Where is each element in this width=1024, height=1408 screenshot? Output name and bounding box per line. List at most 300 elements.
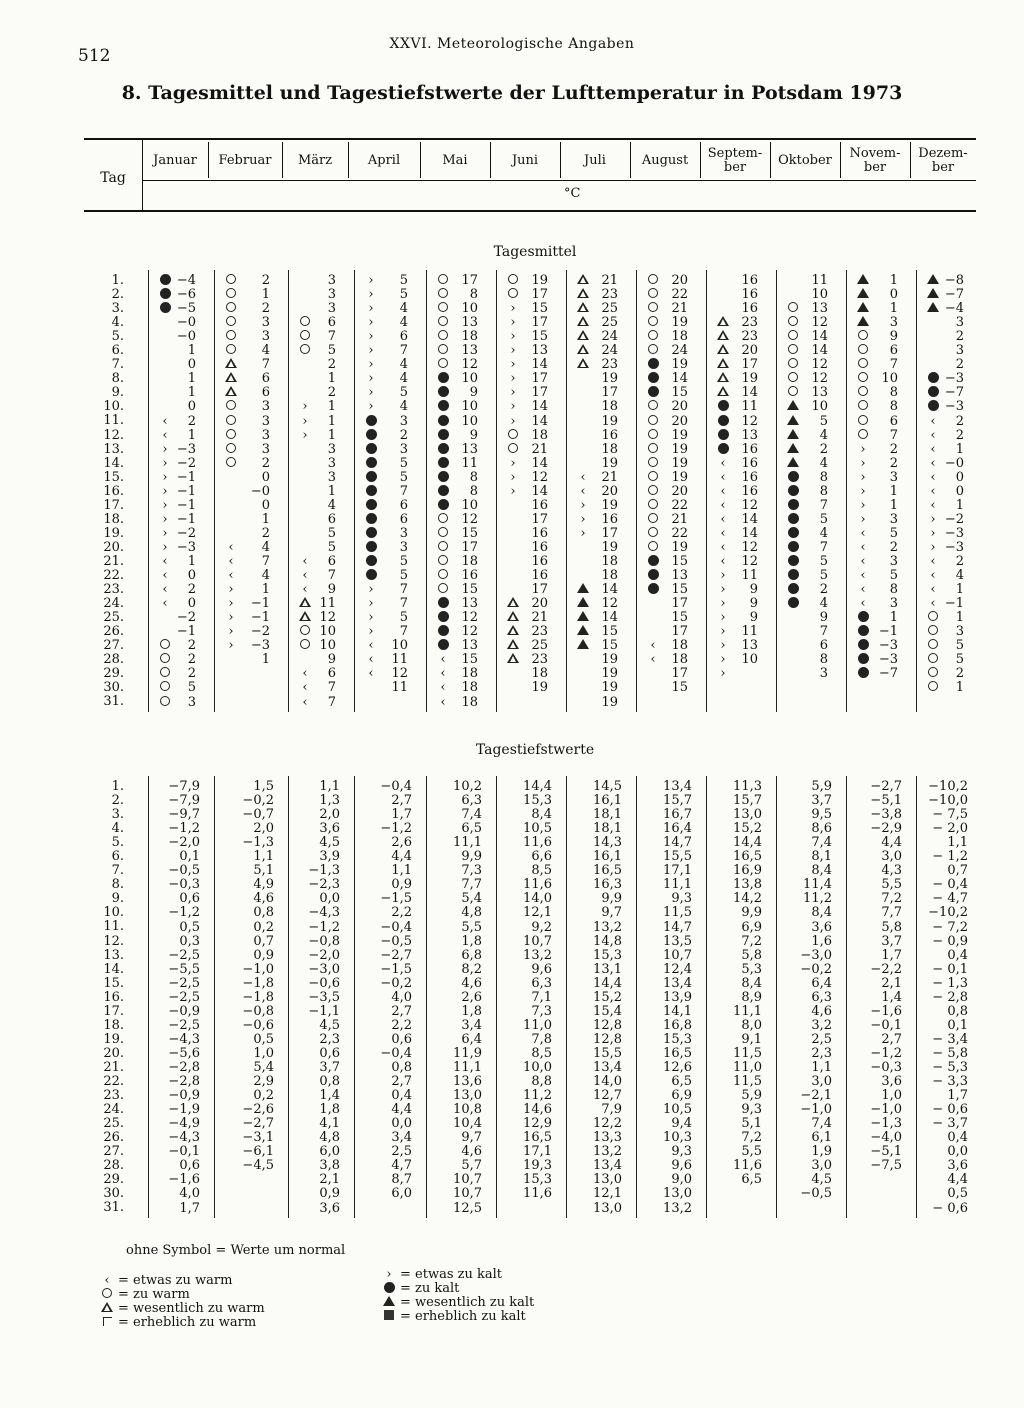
mean-value: 2 (819, 441, 828, 457)
etwas-zu-kalt-icon: › (228, 624, 234, 640)
min-value: 13,2 (593, 919, 622, 935)
mean-value: 20 (671, 399, 688, 415)
mean-value: 9 (889, 329, 898, 345)
min-value: 4,4 (881, 835, 902, 851)
min-value: 1,3 (319, 793, 340, 809)
etwas-zu-kalt-icon: › (510, 343, 516, 359)
mean-value: 19 (601, 539, 618, 555)
day-label: 5. (111, 835, 124, 851)
min-value: −1,0 (800, 1102, 832, 1118)
min-value: 12,8 (593, 1031, 622, 1047)
day-label: 23. (103, 582, 124, 598)
min-value: 16,7 (663, 807, 692, 823)
mean-value: 16 (531, 568, 548, 584)
mean-value: 4 (261, 568, 270, 584)
min-value: 3,2 (811, 1017, 832, 1033)
min-value: −2,7 (242, 1116, 274, 1132)
min-value: −1,9 (168, 1102, 200, 1118)
etwas-zu-warm-icon: ‹ (302, 694, 308, 710)
day-label: 6. (111, 849, 124, 865)
mean-value: 11 (319, 596, 336, 612)
min-value: 0,9 (319, 1186, 340, 1202)
mean-value: −3 (176, 539, 196, 555)
mean-value: 8 (469, 287, 478, 303)
min-value: 5,5 (741, 1144, 762, 1160)
min-value: −7,9 (168, 793, 200, 809)
etwas-zu-kalt-icon: › (368, 357, 374, 373)
mean-value: 23 (601, 287, 618, 303)
mean-value: 6 (889, 343, 898, 359)
etwas-zu-warm-icon: ‹ (720, 525, 726, 541)
mean-value: 15 (601, 624, 618, 640)
min-value: 9,3 (741, 1102, 762, 1118)
mean-value: 0 (261, 469, 270, 485)
mean-value: 9 (469, 385, 478, 401)
mean-value: 1 (261, 582, 270, 598)
min-value: −2,6 (242, 1102, 274, 1118)
mean-value: −3 (878, 638, 898, 654)
min-value: 4,4 (391, 1102, 412, 1118)
mean-value: 6 (327, 554, 336, 569)
mean-value: 3 (889, 469, 898, 485)
etwas-zu-kalt-icon: › (368, 371, 374, 387)
min-value: −4,9 (168, 1116, 200, 1132)
min-value: 3,0 (811, 1074, 832, 1090)
mean-value: 4 (819, 427, 828, 443)
min-value: 7,4 (811, 835, 832, 851)
mean-value: 15 (461, 652, 478, 668)
mean-value: 13 (671, 568, 688, 584)
etwas-zu-warm-icon: ‹ (228, 539, 234, 555)
mean-value: 2 (187, 652, 196, 668)
mean-value: 18 (531, 666, 548, 682)
min-value: 6,0 (319, 1144, 340, 1160)
mean-value: 6 (399, 497, 408, 513)
min-value: 3,6 (811, 919, 832, 935)
mean-value: 1 (327, 483, 336, 499)
day-label: 29. (103, 666, 124, 682)
min-value: 15,3 (523, 793, 552, 809)
etwas-zu-warm-icon: ‹ (720, 469, 726, 485)
mean-value: 8 (819, 469, 828, 485)
day-label: 17. (103, 1003, 124, 1019)
legend-warm-1: = zu warm (118, 1287, 190, 1302)
wesentlich-zu-kalt-icon (382, 1296, 396, 1310)
unit-label: °C (564, 186, 581, 201)
day-label: 26. (103, 624, 124, 640)
min-value: 4,7 (391, 1158, 412, 1174)
min-value: − 3,3 (932, 1074, 968, 1090)
mean-value: −5 (176, 301, 196, 317)
mean-value: 1 (261, 511, 270, 527)
month-header-2: März (297, 153, 333, 168)
min-value: 2,2 (391, 905, 412, 921)
mean-value: 3 (399, 413, 408, 429)
min-value: 7,7 (461, 877, 482, 893)
min-value: 9,6 (531, 961, 552, 977)
mean-value: 5 (399, 554, 408, 569)
month-header-6: Juli (584, 153, 606, 168)
etwas-zu-kalt-icon: › (162, 455, 168, 471)
min-value: −0,6 (242, 1017, 274, 1033)
mean-value: 24 (601, 329, 618, 345)
min-value: 5,7 (461, 1158, 482, 1174)
etwas-zu-kalt-icon: › (720, 652, 726, 668)
min-value: 11,3 (733, 779, 762, 794)
min-value: 7,8 (531, 1031, 552, 1047)
day-label: 7. (111, 863, 124, 879)
etwas-zu-kalt-icon: › (386, 1267, 392, 1282)
mean-value: 9 (819, 610, 828, 626)
day-label: 11. (103, 413, 124, 429)
day-label: 24. (103, 596, 124, 612)
min-value: 1,1 (811, 1060, 832, 1075)
min-value: 2,6 (461, 989, 482, 1005)
min-value: 14,7 (663, 919, 692, 935)
min-value: −1,2 (870, 1045, 902, 1061)
mean-value: 15 (671, 554, 688, 569)
min-value: −0,1 (168, 1144, 200, 1160)
day-label: 11. (103, 919, 124, 935)
mean-value: 23 (531, 652, 548, 668)
wesentlich-zu-warm-icon (100, 1302, 114, 1316)
mean-value: 2 (955, 413, 964, 429)
min-value: 4,6 (461, 975, 482, 991)
min-value: 16,5 (523, 1130, 552, 1146)
mean-value: 13 (811, 301, 828, 317)
mean-value: 1 (327, 399, 336, 415)
mean-value: 16 (741, 469, 758, 485)
etwas-zu-warm-icon: ‹ (930, 441, 936, 457)
mean-value: 17 (461, 539, 478, 555)
etwas-zu-warm-icon: ‹ (302, 666, 308, 682)
mean-value: 17 (531, 582, 548, 598)
min-value: 0,5 (179, 919, 200, 935)
mean-value: 1 (889, 497, 898, 513)
zu-warm-icon (100, 1288, 114, 1302)
day-label: 14. (103, 455, 124, 471)
mean-value: 7 (399, 483, 408, 499)
mean-value: 13 (461, 343, 478, 359)
mean-value: 23 (741, 329, 758, 345)
min-value: 16,1 (593, 793, 622, 809)
min-value: 1,1 (947, 835, 968, 851)
mean-value: 5 (955, 652, 964, 668)
min-value: 13,0 (593, 1200, 622, 1216)
min-value: 6,9 (741, 919, 762, 935)
min-value: −10,0 (928, 793, 968, 809)
mean-value: 15 (601, 638, 618, 654)
min-value: 11,1 (733, 1003, 762, 1019)
min-value: 13,4 (663, 779, 692, 794)
mean-value: 14 (811, 343, 828, 359)
min-value: 7,3 (531, 1003, 552, 1019)
min-value: 7,4 (811, 1116, 832, 1132)
min-value: 0,6 (391, 1031, 412, 1047)
etwas-zu-warm-icon: ‹ (368, 652, 374, 668)
etwas-zu-kalt-icon: › (860, 483, 866, 499)
min-value: −2,2 (870, 961, 902, 977)
mean-value: 1 (955, 582, 964, 598)
min-value: 0,1 (947, 1017, 968, 1033)
day-label: 21. (103, 1059, 124, 1075)
min-value: 8,4 (741, 975, 762, 991)
mean-value: 20 (741, 343, 758, 359)
min-value: 9,9 (461, 849, 482, 865)
etwas-zu-kalt-icon: › (720, 582, 726, 598)
etwas-zu-kalt-icon: › (368, 582, 374, 598)
min-value: −10,2 (928, 779, 968, 794)
min-value: −0,2 (242, 793, 274, 809)
mean-value: 4 (819, 455, 828, 471)
mean-value: 15 (671, 582, 688, 598)
mean-value: 20 (671, 413, 688, 429)
min-value: −0,4 (380, 779, 412, 794)
etwas-zu-kalt-icon: › (510, 385, 516, 401)
mean-value: −3 (878, 652, 898, 668)
min-value: 4,1 (319, 1116, 340, 1132)
min-value: 16,1 (593, 849, 622, 865)
etwas-zu-kalt-icon: › (860, 511, 866, 527)
mean-value: 12 (811, 315, 828, 331)
mean-value: −4 (944, 301, 964, 317)
mean-value: 1 (187, 554, 196, 569)
legend-note: ohne Symbol = Werte um normal (126, 1243, 346, 1258)
page-number: 512 (78, 46, 111, 66)
month-header-10: Novem- ber (849, 146, 901, 175)
mean-value: 10 (319, 638, 336, 654)
min-value: 9,9 (741, 905, 762, 921)
min-value: 5,3 (741, 961, 762, 977)
min-value: 2,0 (253, 821, 274, 837)
min-value: 4,6 (811, 1003, 832, 1019)
min-value: 12,6 (663, 1060, 692, 1075)
day-label: 8. (111, 371, 124, 387)
min-value: 2,3 (319, 1031, 340, 1047)
mean-value: 11 (741, 624, 758, 640)
day-label: 21. (103, 553, 124, 569)
etwas-zu-warm-icon: ‹ (860, 525, 866, 541)
mean-value: 0 (187, 357, 196, 373)
min-value: 4,4 (947, 1172, 968, 1188)
mean-value: 3 (327, 273, 336, 288)
min-value: 4,5 (319, 835, 340, 851)
min-value: 5,1 (253, 863, 274, 879)
min-value: 15,5 (593, 1045, 622, 1061)
mean-value: 14 (531, 413, 548, 429)
min-value: −0,7 (242, 807, 274, 823)
mean-value: 17 (671, 666, 688, 682)
mean-value: 6 (327, 666, 336, 682)
min-value: −2,8 (168, 1060, 200, 1075)
min-value: 6,4 (461, 1031, 482, 1047)
mean-value: 15 (671, 610, 688, 626)
min-value: −0,3 (870, 1060, 902, 1075)
mean-value: 10 (461, 301, 478, 317)
mean-value: 4 (327, 497, 336, 513)
mean-value: 17 (601, 525, 618, 541)
mean-value: 10 (461, 413, 478, 429)
min-value: − 0,6 (932, 1102, 968, 1118)
mean-value: 19 (531, 273, 548, 288)
min-value: −6,1 (242, 1144, 274, 1160)
mean-value: 23 (531, 624, 548, 640)
min-value: 2,2 (391, 1017, 412, 1033)
day-label: 13. (103, 441, 124, 457)
mean-value: 15 (671, 680, 688, 696)
min-value: 7,2 (741, 933, 762, 949)
min-value: 2,7 (391, 1003, 412, 1019)
day-label: 19. (103, 525, 124, 541)
mean-value: 24 (671, 343, 688, 359)
mean-value: 6 (327, 511, 336, 527)
mean-value: 7 (327, 680, 336, 696)
mean-value: −7 (944, 385, 964, 401)
min-value: 1,1 (253, 849, 274, 865)
mean-value: 19 (601, 497, 618, 513)
min-value: −0,5 (380, 933, 412, 949)
min-value: 14,8 (593, 933, 622, 949)
min-value: 13,5 (663, 933, 692, 949)
min-value: −0,5 (800, 1186, 832, 1202)
etwas-zu-warm-icon: ‹ (368, 666, 374, 682)
etwas-zu-kalt-icon: › (162, 511, 168, 527)
mean-value: 3 (327, 301, 336, 317)
min-value: −3,5 (308, 989, 340, 1005)
min-value: 16,3 (593, 877, 622, 893)
etwas-zu-kalt-icon: › (228, 596, 234, 612)
mean-value: 2 (187, 666, 196, 682)
min-value: 0,1 (179, 849, 200, 865)
min-value: 15,3 (593, 947, 622, 963)
section-title-mean: Tagesmittel (493, 244, 577, 260)
mean-value: 4 (399, 399, 408, 415)
mean-value: 0 (955, 483, 964, 499)
mean-value: 8 (469, 483, 478, 499)
min-value: 2,7 (391, 1074, 412, 1090)
etwas-zu-kalt-icon: › (510, 469, 516, 485)
min-value: 10,7 (453, 1172, 482, 1188)
min-value: 0,5 (253, 1031, 274, 1047)
etwas-zu-warm-icon: ‹ (650, 652, 656, 668)
min-value: 2,5 (811, 1031, 832, 1047)
mean-value: 16 (741, 301, 758, 317)
mean-value: 14 (741, 385, 758, 401)
etwas-zu-warm-icon: ‹ (860, 596, 866, 612)
min-value: 5,9 (811, 779, 832, 794)
mean-value: −1 (250, 610, 270, 626)
mean-value: 17 (671, 624, 688, 640)
min-value: 9,7 (461, 1130, 482, 1146)
etwas-zu-kalt-icon: › (302, 399, 308, 415)
mean-value: 7 (327, 329, 336, 345)
mean-value: 7 (889, 357, 898, 373)
etwas-zu-kalt-icon: › (930, 525, 936, 541)
mean-value: 18 (461, 666, 478, 682)
mean-value: 2 (955, 554, 964, 569)
min-value: −2,5 (168, 947, 200, 963)
mean-value: 19 (601, 652, 618, 668)
min-value: 13,9 (663, 989, 692, 1005)
etwas-zu-warm-icon: ‹ (368, 638, 374, 654)
min-value: 14,4 (523, 779, 552, 794)
min-value: 15,2 (733, 821, 762, 837)
min-value: 7,2 (881, 891, 902, 907)
mean-value: 7 (819, 539, 828, 555)
mean-value: 5 (187, 680, 196, 696)
min-value: 11,1 (663, 877, 692, 893)
min-value: − 1,2 (932, 849, 968, 865)
mean-value: 2 (261, 273, 270, 288)
mean-value: 16 (531, 497, 548, 513)
mean-value: 8 (889, 399, 898, 415)
mean-value: 18 (601, 399, 618, 415)
min-value: 13,0 (453, 1088, 482, 1104)
etwas-zu-warm-icon: ‹ (930, 554, 936, 569)
mean-value: 7 (399, 582, 408, 598)
min-value: 13,4 (593, 1158, 622, 1174)
mean-value: 16 (741, 441, 758, 457)
day-label: 22. (103, 1073, 124, 1089)
etwas-zu-warm-icon: ‹ (930, 582, 936, 598)
mean-value: 4 (819, 596, 828, 612)
min-value: −2,8 (168, 1074, 200, 1090)
min-value: 4,6 (253, 891, 274, 907)
etwas-zu-kalt-icon: › (368, 343, 374, 359)
min-value: 0,4 (947, 947, 968, 963)
min-value: 7,3 (461, 863, 482, 879)
min-value: 6,0 (391, 1186, 412, 1202)
mean-value: 3 (261, 413, 270, 429)
min-value: 8,8 (531, 1074, 552, 1090)
etwas-zu-kalt-icon: › (302, 413, 308, 429)
etwas-zu-warm-icon: ‹ (302, 554, 308, 569)
min-value: −1,3 (308, 863, 340, 879)
mean-value: 7 (399, 343, 408, 359)
mean-value: 16 (741, 455, 758, 471)
mean-value: 15 (671, 385, 688, 401)
mean-value: 21 (671, 511, 688, 527)
mean-value: 19 (601, 371, 618, 387)
mean-value: 2 (399, 427, 408, 443)
mean-value: 1 (955, 497, 964, 513)
etwas-zu-kalt-icon: › (860, 455, 866, 471)
etwas-zu-kalt-icon: › (510, 357, 516, 373)
mean-value: 10 (741, 652, 758, 668)
mean-value: 15 (461, 525, 478, 541)
min-value: −2,9 (870, 821, 902, 837)
mean-value: 3 (261, 441, 270, 457)
mean-value: 2 (819, 582, 828, 598)
min-value: −2,5 (168, 975, 200, 991)
mean-value: 18 (461, 554, 478, 569)
min-value: 0,9 (253, 947, 274, 963)
mean-value: 5 (399, 610, 408, 626)
day-label: 8. (111, 877, 124, 893)
min-value: −1,3 (870, 1116, 902, 1132)
min-value: 2,1 (881, 975, 902, 991)
min-value: 5,8 (881, 919, 902, 935)
min-value: −4,3 (168, 1031, 200, 1047)
mean-value: 17 (601, 385, 618, 401)
min-value: −5,5 (168, 961, 200, 977)
min-value: 9,0 (671, 1172, 692, 1188)
min-value: −7,9 (168, 779, 200, 794)
min-value: 10,8 (453, 1102, 482, 1118)
day-label: 17. (103, 497, 124, 513)
mean-value: 21 (671, 301, 688, 317)
min-value: 13,8 (733, 877, 762, 893)
